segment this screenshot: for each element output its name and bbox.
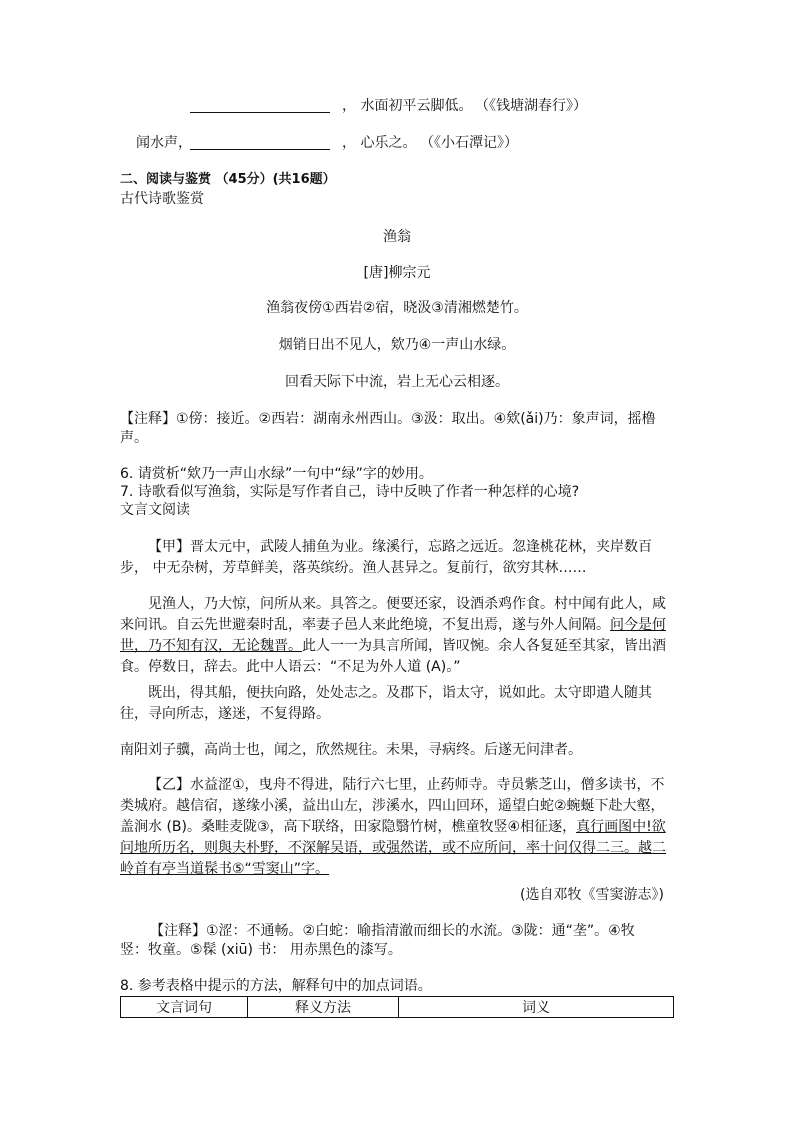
question-6: 6. 请赏析“欸乃一声山水绿”一句中“绿”字的妙用。 — [120, 466, 433, 482]
underlined-sentence-jia: 问今是何世，乃不知有汉，无论魏晋。 — [120, 617, 666, 654]
passage-jia-p3: 既出，得其船，便扶向路，处处志之。及郡下，诣太守，说如此。太守即遣人随其往，寻向所志，遂迷，不复得路。 — [120, 685, 652, 722]
question-8: 8. 参考表格中提示的方法，解释句中的加点词语。 — [120, 978, 432, 994]
poem-line-2: 烟销日出不见人，欸乃④一声山水绿。 — [278, 337, 516, 353]
answer-blank-2[interactable] — [190, 149, 330, 150]
table-header-row — [121, 997, 674, 1018]
notes-yi-line-2: 竖：牧童。⑤髹 (xiū) 书： 用赤黑色的漆写。 — [120, 942, 402, 958]
header-method: 释义方法 — [248, 997, 399, 1018]
source-qiantang: （《钱塘湖春行》） — [475, 98, 587, 114]
section-subheading: 古代诗歌鉴赏 — [120, 191, 204, 207]
fill-in-line-2-prefix: 闻水声， — [136, 135, 192, 151]
classical-reading-heading: 文言文阅读 — [120, 502, 190, 518]
poem-line-1: 渔翁夜傍①西岩②宿，晓汲③清湘燃楚竹。 — [266, 300, 528, 316]
answer-blank-1[interactable] — [190, 112, 330, 113]
passage-jia-p2: 见渔人，乃大惊，问所从来。具答之。便要还家，设酒杀鸡作食。村中闻有此人，咸来问讯。自云先世避秦时乱，率妻子邑人来此绝境，不复出焉，遂与外人间隔。问今是何世，乃不知有汉，无论魏晋。此人一一为具言所闻，皆叹惋。余人各复延至其家，皆出酒食。停数日，辞去。此中人语云：“不足为外人道 (A)。” — [120, 596, 666, 675]
fill-in-line-1: ， 水面初平云脚低。 — [342, 98, 473, 114]
question-7: 7. 诗歌看似写渔翁，实际是写作者自己，诗中反映了作者一种怎样的心境? — [120, 484, 580, 500]
poem-line-3: 回看天际下中流，岩上无心云相逐。 — [285, 374, 509, 390]
passage-yi-source: (选自邓牧《雪窦游志》) — [520, 887, 664, 903]
passage-jia-p4: 南阳刘子骥，高尚士也，闻之，欣然规往。未果，寻病终。后遂无问津者。 — [120, 742, 582, 758]
source-xiaoshitan: （《小石潭记》） — [420, 135, 518, 151]
underlined-sentence-yi: 真行画图中!欲问地所历名，则與夫朴野，不深解吴语，或强然诺，或不应所问，率十问仅得二三。越二岭首有亭当道髹书⑤“雪窦山”字。 — [120, 819, 666, 877]
fill-in-line-2: ， 心乐之。 — [342, 135, 417, 151]
header-meaning: 词义 — [399, 997, 674, 1018]
passage-jia-p1: 【甲】晋太元中，武陵人捕鱼为业。缘溪行，忘路之远近。忽逢桃花林，夹岸数百步， 中无杂树，芳草鲜美，落英缤纷。渔人甚异之。复前行，欲穷其林…… — [120, 539, 652, 576]
header-phrase: 文言词句 — [121, 997, 248, 1018]
notes-yi-line-1: 【注释】①涩：不通畅。②白蛇：喻指清澈而细长的水流。③陇：通“垄”。④牧 — [150, 923, 635, 939]
poem-note-line-2: 声。 — [120, 430, 148, 446]
method-table — [120, 996, 674, 1018]
section-heading: 二、阅读与鉴赏 （45分）(共16题） — [120, 172, 336, 187]
poem-title: 渔翁 — [383, 229, 411, 245]
poem-author: [唐]柳宗元 — [363, 265, 431, 281]
passage-yi: 【乙】水益涩①，曳舟不得进，陆行六七里，止药师寺。寺员紫芝山，僧多读书，不类城府。越信宿，遂缘小溪，益出山左，涉溪水，四山回环，遥望白蛇②蜿蜒下赴大壑，盖涧水 (B)。桑畦麦陇③，高下联络，田家隐翳竹树，樵童牧竖④相征逐，真行画图中!欲问地所历名，则與夫朴野，不深解吴语，或强然诺，或不应所问，率十问仅得二三。越二岭首有亭当道髹书⑤“雪窦山”字。 — [120, 777, 666, 877]
poem-note-line-1: 【注释】①傍：接近。②西岩：湖南永州西山。③汲：取出。④欸(ǎi)乃：象声词，摇橹 — [120, 411, 656, 427]
